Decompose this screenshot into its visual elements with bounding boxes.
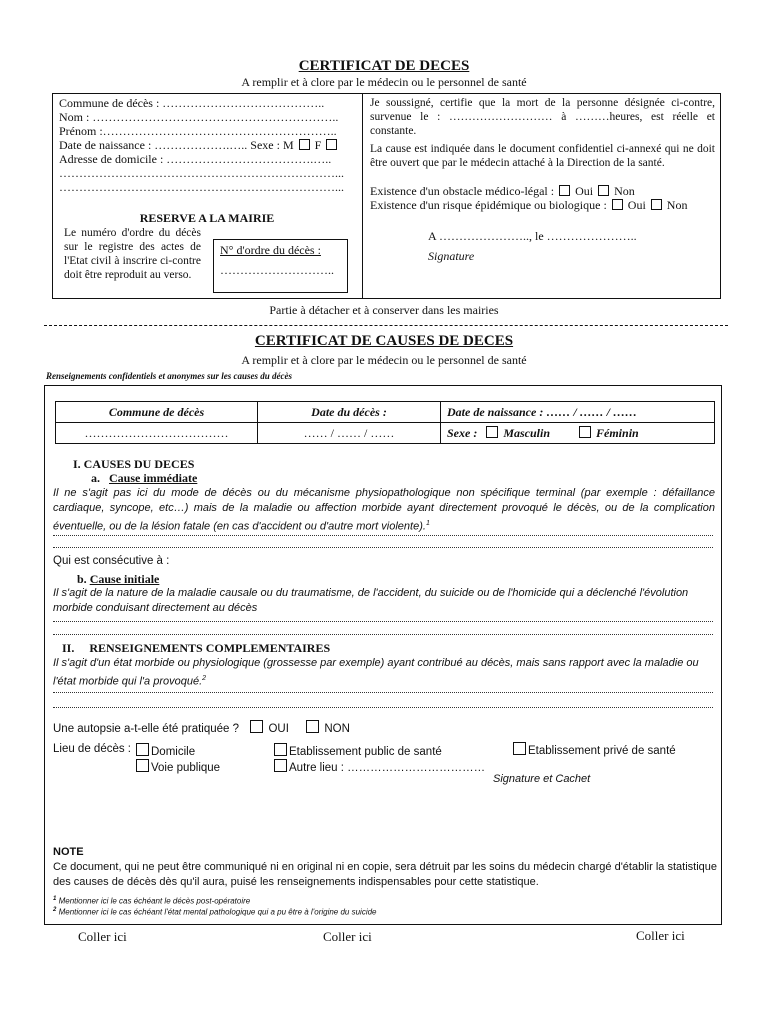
autopsie-non-checkbox[interactable] bbox=[306, 720, 319, 733]
risque-oui-checkbox[interactable] bbox=[612, 199, 623, 210]
footnote-2: $^2$ Mentionner ici le cas échéant l'état mental pathologique qui a pu être à l'origine du suicide bbox=[53, 907, 377, 917]
cause-initiale-line-1[interactable] bbox=[53, 621, 713, 622]
feminin-label: Féminin bbox=[596, 425, 639, 440]
order-number-label: N° d'ordre du décès : bbox=[220, 243, 321, 257]
adresse-field[interactable]: Adresse de domicile : ……………………………….….. bbox=[59, 152, 332, 166]
coller-ici-left: Coller ici bbox=[78, 929, 127, 944]
place-date-field[interactable]: A ………………….., le ………………….. bbox=[428, 229, 637, 243]
footnote-1: $^1$ Mentionner ici le cas échéant le décès post-opératoire bbox=[53, 896, 251, 906]
note-text: Ce document, qui ne peut être communiqué ni en original ni en copie, sera détruit par les soins du médecin chargé d'établir la statistique des causes de décès dès qu'il aura, puisé les renseignements indispensables pour cette statistique. bbox=[53, 861, 717, 888]
death-certificate-subtitle: A remplir et à clore par le médecin ou le personnel de santé bbox=[241, 75, 527, 89]
signature-label: Signature bbox=[428, 249, 475, 263]
risque-non-checkbox[interactable] bbox=[651, 199, 662, 210]
date-naissance-header[interactable]: Date de naissance : …… / …… / …… bbox=[441, 402, 715, 423]
etablissement-prive-label: Etablissement privé de santé bbox=[528, 745, 676, 757]
death-certificate-title: CERTIFICAT DE DECES bbox=[298, 58, 470, 74]
detach-note: Partie à détacher et à conserver dans les mairies bbox=[269, 303, 499, 317]
lieu-public-option bbox=[272, 743, 442, 758]
feminin-checkbox[interactable] bbox=[579, 426, 591, 438]
cause-immediate-line-2[interactable] bbox=[53, 547, 713, 548]
cause-immediate-text: Il ne s'agit pas ici du mode de décès ou du mécanisme physiopathologique non spécifique terminal (par exemple : défaillance cardiaque, syncope, etc…) mais de la maladie ou affection morbide ayant directement provoqué le décès, ou de la complication éventuelle, ou de la lésion fatale (en cas d'accident ou d'autre mort violente).$^1$ bbox=[53, 487, 715, 533]
section2-text: Il s'agit d'un état morbide ou physiologique (grossesse par exemple) ayant contribué au décès, mais sans rapport avec la maladie ou l'état morbide qui l'a provoqué.$^2$ bbox=[53, 657, 699, 688]
masculin-checkbox[interactable] bbox=[486, 426, 498, 438]
sexe-f-checkbox[interactable] bbox=[326, 139, 337, 150]
risque-non-label: Non bbox=[666, 198, 688, 212]
section2-title: II. RENSEIGNEMENTS COMPLEMENTAIRES bbox=[62, 641, 331, 655]
causes-certificate-title: CERTIFICAT DE CAUSES DE DECES bbox=[254, 333, 514, 349]
autre-lieu-checkbox[interactable] bbox=[274, 759, 287, 772]
consecutive-label: Qui est consécutive à : bbox=[53, 555, 170, 567]
cause-immediate-heading: a. Cause immédiate bbox=[91, 471, 198, 485]
obstacle-row bbox=[370, 184, 635, 198]
voie-publique-checkbox[interactable] bbox=[136, 759, 149, 772]
cause-initiale-heading: b. Cause initiale bbox=[77, 572, 160, 586]
section2-line-2[interactable] bbox=[53, 707, 713, 708]
date-naissance-sexe-row bbox=[59, 138, 339, 152]
adresse-line-2[interactable]: ……………………………………………………………... bbox=[59, 166, 344, 180]
autopsie-non-label: NON bbox=[324, 723, 350, 735]
obstacle-non-checkbox[interactable] bbox=[598, 185, 609, 196]
lieu-voie-option bbox=[134, 759, 220, 774]
death-certificate-divider bbox=[362, 93, 363, 299]
date-naissance-field[interactable]: Date de naissance : ……………….….. Sexe : M bbox=[59, 138, 294, 152]
commune-value[interactable]: ……………………………… bbox=[56, 423, 258, 444]
autopsie-row bbox=[53, 720, 350, 735]
confidential-note: Renseignements confidentiels et anonymes sur les causes du décès bbox=[46, 371, 292, 381]
signature-cachet-label: Signature et Cachet bbox=[493, 773, 591, 785]
sexe-f-label: F bbox=[314, 138, 322, 152]
risque-label: Existence d'un risque épidémique ou biologique : bbox=[370, 198, 607, 212]
nom-field[interactable]: Nom : …………………………………………………….. bbox=[59, 110, 339, 124]
date-deces-header: Date du décès : bbox=[258, 402, 441, 423]
etablissement-public-label: Etablissement public de santé bbox=[289, 746, 442, 758]
lieu-domicile-option bbox=[134, 743, 195, 758]
section2-line-1[interactable] bbox=[53, 692, 713, 693]
commune-field[interactable]: Commune de décès : ………………………………….. bbox=[59, 96, 325, 110]
sexe-cell bbox=[441, 423, 715, 444]
autre-lieu-field[interactable]: Autre lieu : ……………………………… bbox=[289, 762, 486, 774]
commune-header: Commune de décès bbox=[56, 402, 258, 423]
lieu-prive-option bbox=[511, 742, 676, 757]
detach-line bbox=[44, 325, 728, 326]
domicile-checkbox[interactable] bbox=[136, 743, 149, 756]
lieu-label: Lieu de décès : bbox=[53, 743, 132, 755]
death-declaration-text: Je soussigné, certifie que la mort de la personne désignée ci-contre, survenue le : ……………………… à ………heures, est réelle et constante. bbox=[370, 97, 715, 137]
identification-table bbox=[55, 401, 715, 444]
domicile-label: Domicile bbox=[151, 746, 196, 758]
sexe-label: Sexe : bbox=[447, 425, 478, 440]
etablissement-prive-checkbox[interactable] bbox=[513, 742, 526, 755]
lieu-autre-option bbox=[272, 759, 485, 774]
mairie-title: RESERVE A LA MAIRIE bbox=[139, 211, 275, 225]
obstacle-oui-checkbox[interactable] bbox=[559, 185, 570, 196]
causes-certificate-subtitle: A remplir et à clore par le médecin ou le personnel de santé bbox=[241, 353, 527, 367]
cause-immediate-line-1[interactable] bbox=[53, 535, 713, 536]
obstacle-non-label: Non bbox=[614, 184, 635, 198]
sexe-m-checkbox[interactable] bbox=[299, 139, 310, 150]
autopsie-question: Une autopsie a-t-elle été pratiquée ? bbox=[53, 723, 240, 735]
autopsie-oui-label: OUI bbox=[268, 723, 289, 735]
etablissement-public-checkbox[interactable] bbox=[274, 743, 287, 756]
date-deces-value[interactable]: …… / …… / …… bbox=[258, 423, 441, 444]
autopsie-oui-checkbox[interactable] bbox=[250, 720, 263, 733]
risque-row bbox=[370, 198, 687, 212]
cause-initiale-line-2[interactable] bbox=[53, 634, 713, 635]
obstacle-oui-label: Oui bbox=[575, 184, 594, 198]
section1-title: I. CAUSES DU DECES bbox=[73, 457, 195, 471]
adresse-line-3[interactable]: ……………………………………………………………... bbox=[59, 180, 344, 194]
order-number-field[interactable]: ……………………….. bbox=[220, 263, 334, 277]
risque-oui-label: Oui bbox=[627, 198, 646, 212]
mairie-text: Le numéro d'ordre du décès sur le registre des actes de l'Etat civil à inscrire ci-contre doit être reproduit au verso. bbox=[64, 227, 201, 281]
note-title: NOTE bbox=[53, 846, 84, 858]
confidential-text: La cause est indiquée dans le document confidentiel ci-annexé qui ne doit être ouvert que par le médecin attaché à la Direction de la santé. bbox=[370, 143, 715, 169]
masculin-label: Masculin bbox=[503, 425, 551, 440]
voie-publique-label: Voie publique bbox=[151, 762, 221, 774]
obstacle-label: Existence d'un obstacle médico-légal : bbox=[370, 184, 555, 198]
coller-ici-right: Coller ici bbox=[636, 928, 685, 943]
coller-ici-center: Coller ici bbox=[323, 929, 372, 944]
cause-initiale-text: Il s'agit de la nature de la maladie causale ou du traumatisme, de l'accident, du suicide ou de l'homicide qui a déclenché l'évolution morbide conduisant directement au décès bbox=[53, 587, 689, 614]
prenom-field[interactable]: Prénom :………………………………………………….. bbox=[59, 124, 337, 138]
